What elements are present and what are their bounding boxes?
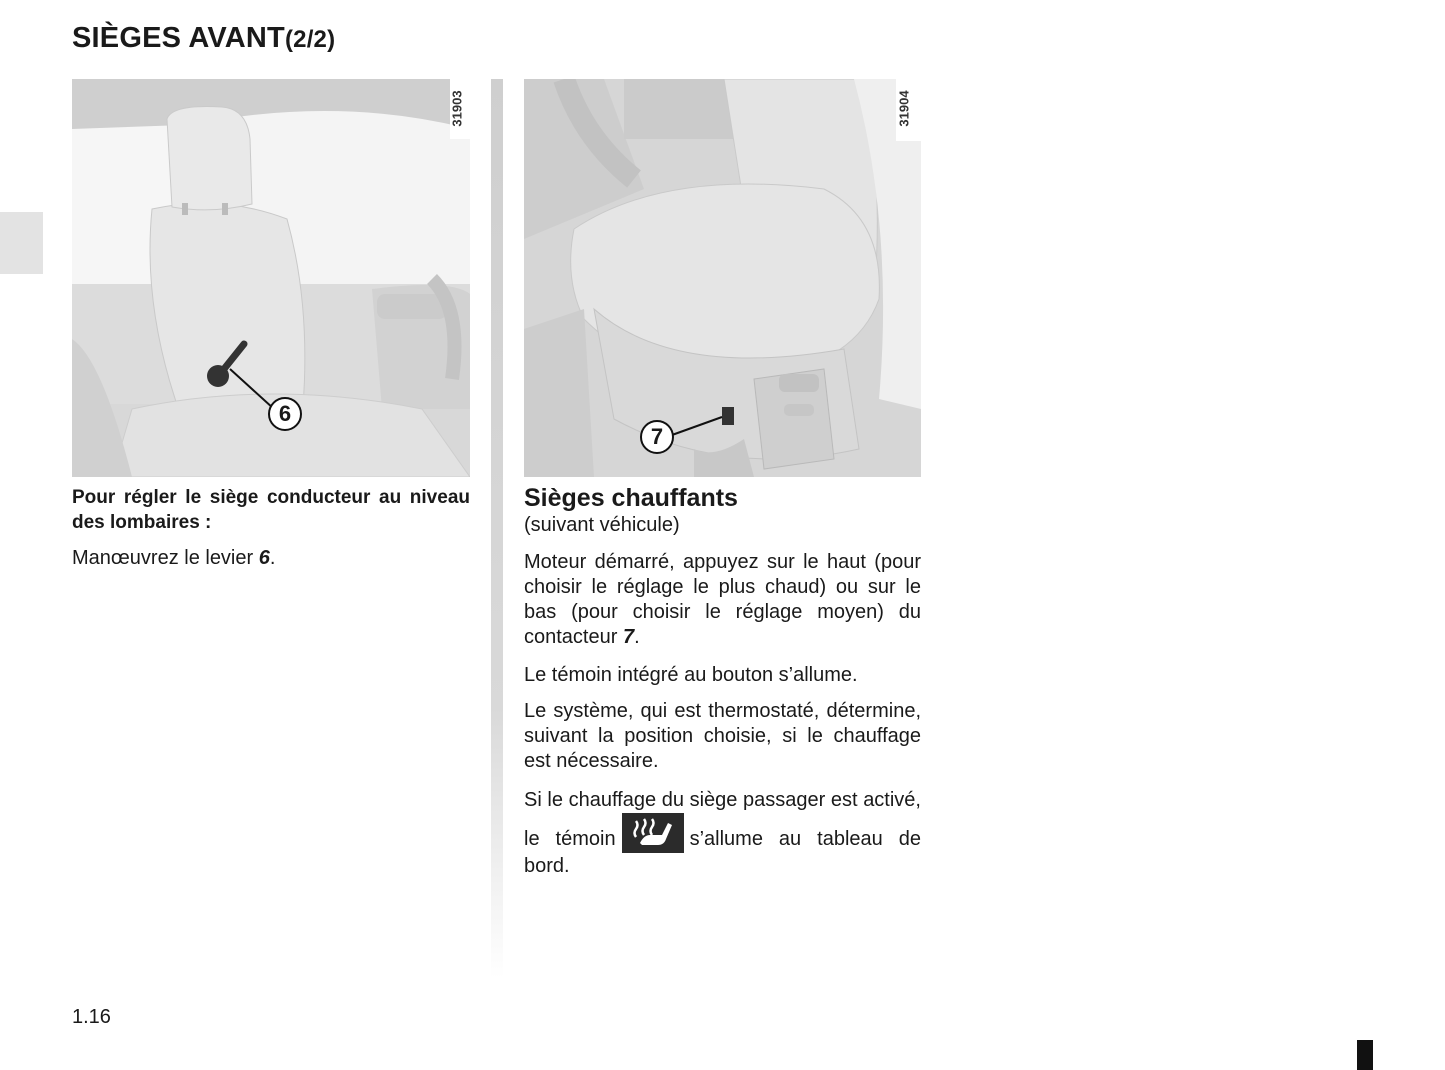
text-suffix: . xyxy=(634,626,640,648)
driver-seat-photo xyxy=(72,79,470,477)
paragraph-indicator: Le témoin intégré au bouton s’allume. xyxy=(524,664,858,686)
section-note: (suivant véhicule) xyxy=(524,514,680,536)
page-number: 1.16 xyxy=(72,1006,111,1028)
title-suffix: (2/2) xyxy=(284,26,336,53)
heated-seat-photo xyxy=(524,79,921,477)
image-code: 31903 xyxy=(449,90,465,127)
text-suffix: s’allume au tableau de bord. xyxy=(524,828,921,877)
paragraph-passenger xyxy=(524,787,921,879)
text-suffix: . xyxy=(269,547,276,569)
page-title xyxy=(72,22,335,55)
lumbar-instruction-text xyxy=(72,546,470,571)
text-prefix: Si le chauffage du siège passager est activé, le témoin xyxy=(524,789,921,850)
lumbar-instruction-heading: Pour régler le siège conducteur au niveau des lombaires : xyxy=(72,487,470,533)
text-prefix: Manœuvrez le levier xyxy=(72,547,259,569)
paragraph-operation xyxy=(524,550,921,650)
section-heading: Sièges chauffants xyxy=(524,484,738,512)
callout-switch-7: 7 xyxy=(640,420,674,454)
switch-reference: 7 xyxy=(622,626,635,648)
page-edge-marker xyxy=(1357,1040,1373,1070)
image-code: 31904 xyxy=(896,90,912,127)
title-main: SIÈGES AVANT xyxy=(72,22,285,54)
paragraph-thermostat: Le système, qui est thermostaté, détermine, suivant la position choisie, si le chauffage est nécessaire. xyxy=(524,700,921,772)
column-divider xyxy=(491,79,503,979)
text-prefix: Moteur démarré, appuyez sur le haut (pour choisir le réglage le plus chaud) ou sur le bas (pour choisir le réglage moyen) du contacteur xyxy=(524,551,921,648)
heated-seat-warning-icon xyxy=(622,813,684,853)
section-tab xyxy=(0,212,43,274)
lever-reference: 6 xyxy=(258,547,270,569)
callout-lever-6: 6 xyxy=(268,397,302,431)
